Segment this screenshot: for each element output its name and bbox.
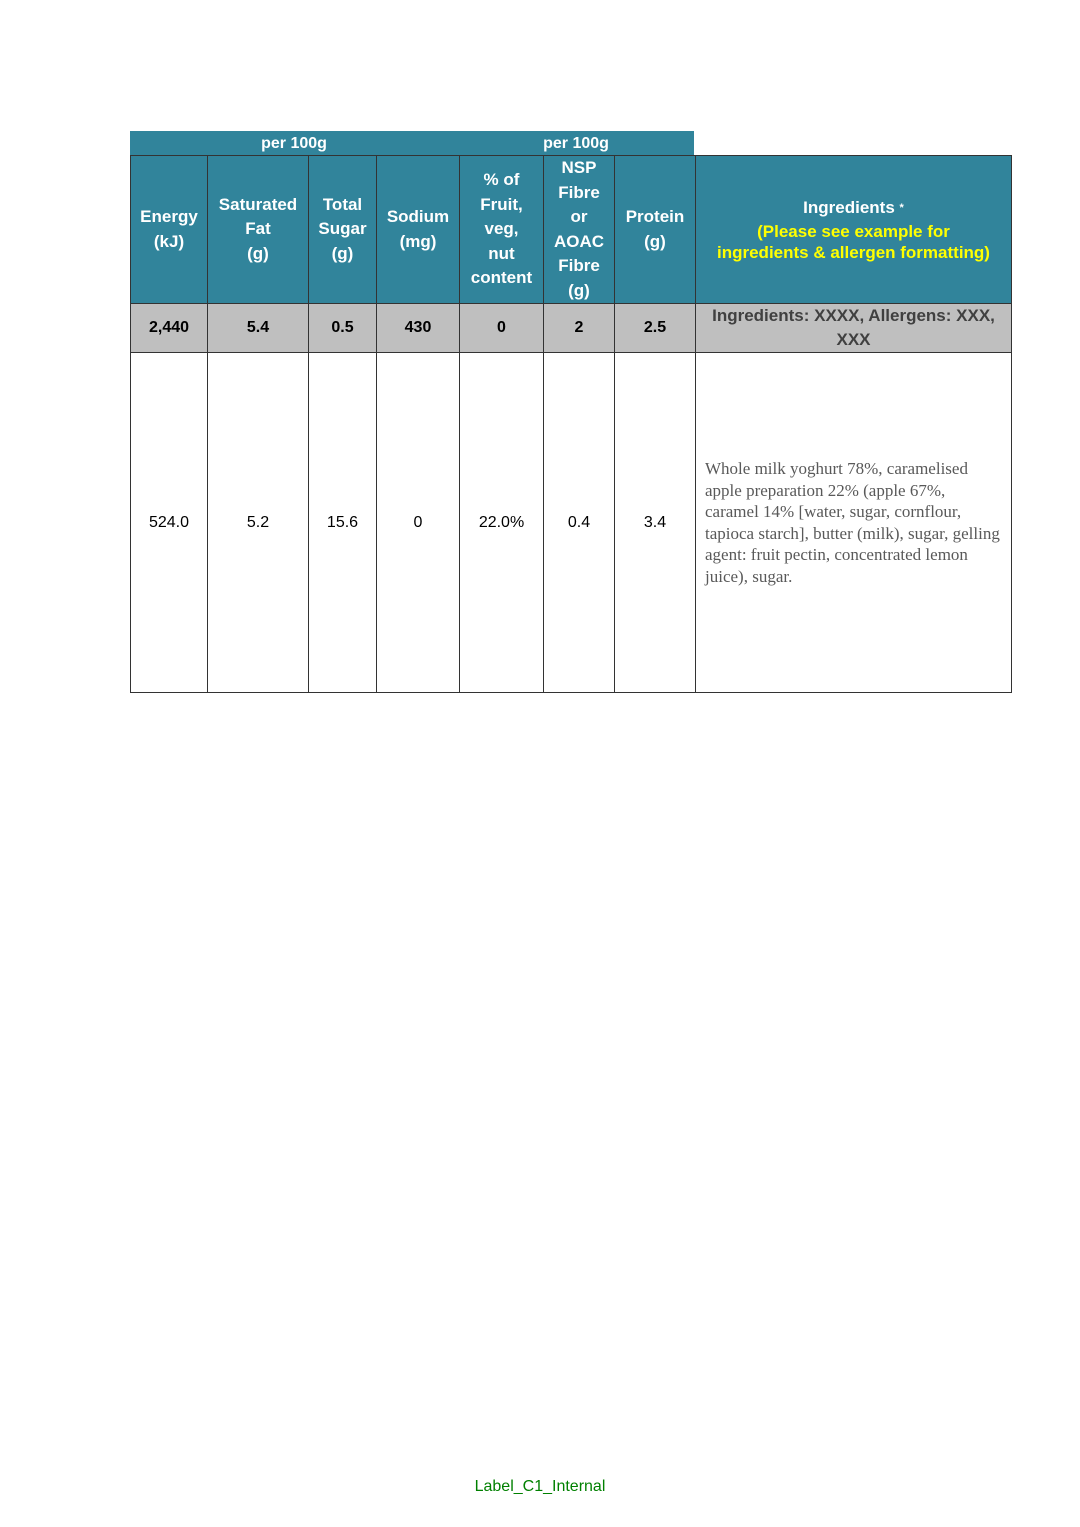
product-fibre: 0.4 bbox=[544, 353, 615, 693]
ingredients-title: Ingredients bbox=[803, 198, 895, 218]
example-fruit-veg-nut: 0 bbox=[460, 304, 544, 353]
example-ingredients: Ingredients: XXXX, Allergens: XXX, XXX bbox=[696, 304, 1012, 353]
product-energy: 524.0 bbox=[131, 353, 208, 693]
group-header-left: per 100g bbox=[130, 131, 458, 155]
header-fruit-veg-nut: % of Fruit, veg, nut content bbox=[460, 156, 544, 304]
example-sodium: 430 bbox=[377, 304, 460, 353]
header-total-sugar: Total Sugar (g) bbox=[309, 156, 377, 304]
product-total-sugar: 15.6 bbox=[309, 353, 377, 693]
product-row bbox=[131, 353, 1012, 693]
per-100g-header-strip bbox=[130, 131, 694, 155]
example-saturated-fat: 5.4 bbox=[208, 304, 309, 353]
product-ingredients: Whole milk yoghurt 78%, caramelised apple preparation 22% (apple 67%, caramel 14% [water, sugar, cornflour, tapioca starch], butter (milk), sugar, gelling agent: fruit pectin, concentrated lemon juice), sugar. bbox=[696, 353, 1012, 693]
header-fibre: NSP Fibre or AOAC Fibre (g) bbox=[544, 156, 615, 304]
product-protein: 3.4 bbox=[615, 353, 696, 693]
nutrition-table bbox=[130, 155, 1012, 693]
example-total-sugar: 0.5 bbox=[309, 304, 377, 353]
example-fibre: 2 bbox=[544, 304, 615, 353]
example-protein: 2.5 bbox=[615, 304, 696, 353]
ingredients-note-line1: (Please see example for bbox=[757, 221, 950, 241]
header-saturated-fat: Saturated Fat (g) bbox=[208, 156, 309, 304]
header-protein: Protein (g) bbox=[615, 156, 696, 304]
header-row bbox=[131, 156, 1012, 304]
product-saturated-fat: 5.2 bbox=[208, 353, 309, 693]
group-header-right: per 100g bbox=[458, 131, 694, 155]
example-energy: 2,440 bbox=[131, 304, 208, 353]
header-ingredients bbox=[696, 156, 1012, 304]
ingredients-note-line2: ingredients & allergen formatting) bbox=[717, 242, 990, 262]
product-fruit-veg-nut: 22.0% bbox=[460, 353, 544, 693]
product-sodium: 0 bbox=[377, 353, 460, 693]
footer-label: Label_C1_Internal bbox=[474, 1478, 606, 1495]
example-row bbox=[131, 304, 1012, 353]
header-energy: Energy (kJ) bbox=[131, 156, 208, 304]
header-sodium: Sodium (mg) bbox=[377, 156, 460, 304]
ingredients-asterisk: * bbox=[899, 202, 904, 215]
